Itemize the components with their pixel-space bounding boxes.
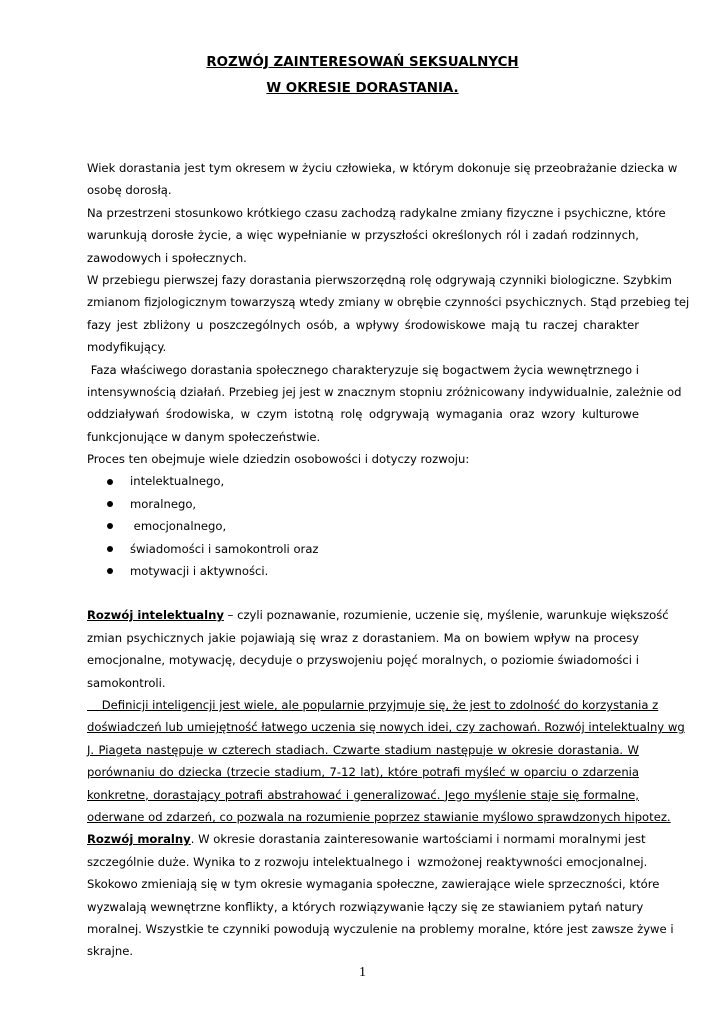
paragraph-line — [87, 604, 669, 626]
paragraph-line: szczególnie duże. Wynika to z rozwoju intelektualnego i wzmożonej reaktywności emocjonalnej. — [87, 854, 648, 869]
underlined-line: konkretne, dorastający potrafi abstrahować i generalizować. Jego myślenie staje się formalne, — [87, 787, 639, 802]
bullet-icon — [107, 546, 113, 552]
page-number: 1 — [359, 965, 366, 980]
list-item-text: intelektualnego, — [130, 474, 225, 489]
spacer — [87, 582, 639, 604]
paragraph-line: zawodowych i społecznych. — [87, 250, 247, 265]
underlined-line: Definicji inteligencji jest wiele, ale popularnie przyjmuje się, że jest to zdolność do korzystania z — [87, 697, 659, 712]
paragraph-text: – czyli poznawanie, rozumienie, uczenie się, myślenie, warunkuje większość — [223, 608, 669, 623]
paragraph-line: Wiek dorastania jest tym okresem w życiu człowieka, w którym dokonuje się przeobrażanie dziecka w — [87, 161, 678, 175]
paragraph-line: Proces ten obejmuje wiele dziedzin osobowości i dotyczy rozwoju: — [87, 452, 470, 467]
paragraph-line: oddziaływań środowiska, w czym istotną rolę odgrywają wymagania oraz wzory kulturowe — [87, 407, 639, 422]
paragraph-line: intensywnością działań. Przebieg jej jest w znacznym stopniu zróżnicowany indywidualnie, zależnie od — [87, 384, 682, 399]
paragraph-line: Faza właściwego dorastania społecznego charakteryzuje się bogactwem życia wewnętrznego i — [87, 362, 639, 377]
bullet-icon — [107, 501, 113, 507]
bullet-icon — [107, 523, 113, 529]
paragraph-line: zmianom fizjologicznym towarzyszą wtedy zmiany w obrębie czynności psychicznych. Stąd przebieg tej — [87, 295, 690, 310]
bullet-icon — [107, 568, 113, 574]
document-body — [87, 157, 690, 963]
paragraph-line: osobę dorosłą. — [87, 183, 172, 198]
list-item-text: świadomości i samokontroli oraz — [130, 541, 319, 556]
underlined-line: oderwane od zdarzeń, co pozwala na rozumienie poprzez stawianie myślowo sprawdzonych hipotez. — [87, 809, 671, 824]
underlined-line: doświadczeń lub umiejętność łatwego uczenia się nowych idei, czy zachowań. Rozwój intelektualny wg — [87, 720, 685, 735]
paragraph-line: fazy jest zbliżony u poszczególnych osób, a wpływy środowiskowe mają tu raczej charakter — [87, 317, 639, 332]
list-item — [87, 560, 639, 582]
paragraph-line: samokontroli. — [87, 675, 166, 690]
paragraph-line: modyfikujący. — [87, 340, 167, 355]
list-item — [87, 493, 639, 515]
paragraph-line: W przebiegu pierwszej fazy dorastania pierwszorzędną rolę odgrywają czynniki biologiczne. Szybkim — [87, 272, 672, 287]
list-item-text: motywacji i aktywności. — [130, 564, 269, 579]
paragraph-text: . W okresie dorastania zainteresowanie wartościami i normami moralnymi jest — [190, 832, 646, 847]
paragraph-line: warunkują dorosłe życie, a więc wypełnianie w przyszłości określonych ról i zadań rodzinnych, — [87, 228, 639, 243]
paragraph-line: Skokowo zmieniają się w tym okresie wymagania społeczne, zawierające wiele sprzeczności, które — [87, 877, 660, 892]
list-item — [87, 470, 639, 492]
list-item-text: moralnego, — [130, 496, 197, 511]
bullet-icon — [107, 479, 113, 485]
list-item-text: emocjonalnego, — [130, 519, 227, 534]
title-line-1: ROZWÓJ ZAINTERESOWAŃ SEKSUALNYCH — [206, 55, 519, 70]
title-line-2: W OKRESIE DORASTANIA. — [266, 81, 459, 96]
underlined-line: J. Piageta następuje w czterech stadiach. Czwarte stadium następuje w okresie dorastania. W — [87, 742, 639, 757]
paragraph-line: skrajne. — [87, 944, 134, 959]
section-heading-intellectual: Rozwój intelektualny — [87, 608, 224, 623]
paragraph-line: emocjonalne, motywację, decyduje o przyswojeniu pojęć moralnych, o poziomie świadomości i — [87, 653, 639, 668]
paragraph-line: wyzwalają wewnętrzne konflikty, a których rozwiązywanie łączy się ze stawianiem pytań natury — [87, 899, 644, 914]
list-item — [87, 538, 639, 560]
paragraph-line: zmian psychicznych jakie pojawiają się wraz z dorastaniem. Ma on bowiem wpływ na procesy — [87, 630, 639, 645]
paragraph-line: Na przestrzeni stosunkowo krótkiego czasu zachodzą radykalne zmiany fizyczne i psychiczne, które — [87, 205, 666, 220]
list-item — [87, 515, 639, 537]
underlined-line: porównaniu do dziecka (trzecie stadium, 7-12 lat), które potrafi myśleć w oparciu o zdarzenia — [87, 765, 639, 780]
paragraph-line: moralnej. Wszystkie te czynniki powodują wyczulenie na problemy moralne, które jest zawsze żywe i — [87, 921, 674, 936]
section-heading-moral: Rozwój moralny — [87, 832, 191, 847]
paragraph-line: funkcjonujące w danym społeczeństwie. — [87, 429, 321, 444]
paragraph-line — [87, 828, 646, 850]
